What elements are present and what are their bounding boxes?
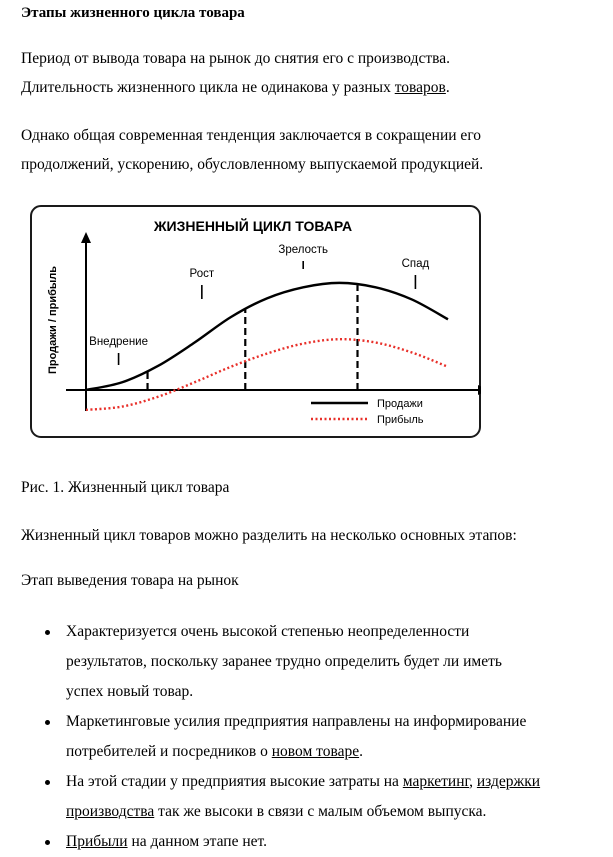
new-product-link[interactable]: новом товаре xyxy=(271,743,360,760)
trend-line-2: продолжений, ускорению, обусловленному выпускаемой продукцией. xyxy=(21,156,484,173)
lifecycle-chart xyxy=(30,205,481,438)
list-item xyxy=(21,617,606,707)
bullet-icon xyxy=(45,780,50,785)
list-item xyxy=(21,767,606,827)
intro-paragraph xyxy=(21,44,450,102)
bullet-2-line-2 xyxy=(66,737,606,767)
bullet-4-text: на данном этапе нет. xyxy=(127,833,267,850)
y-axis-arrow-icon xyxy=(81,232,91,243)
bullet-1-line-2: результатов, поскольку заранее трудно определить будет ли иметь xyxy=(66,653,502,670)
bullet-icon xyxy=(45,840,50,845)
bullet-2-end: . xyxy=(359,743,363,760)
stage-label-growth: Рост xyxy=(189,268,215,280)
marketing-link[interactable]: маркетинг xyxy=(402,773,470,790)
goods-link[interactable]: товаров xyxy=(394,79,446,96)
legend-profit-label: Прибыль xyxy=(377,414,424,426)
y-axis-label: Продажи / прибыль xyxy=(47,265,59,375)
costs-link[interactable]: издержки xyxy=(476,773,541,790)
production-link[interactable]: производства xyxy=(66,803,155,820)
figure-caption: Рис. 1. Жизненный цикл товара xyxy=(21,479,230,496)
bullet-1-line-1: Характеризуется очень высокой степенью неопределенности xyxy=(66,623,470,640)
stage-label-maturity: Зрелость xyxy=(278,244,329,256)
list-item xyxy=(21,707,606,767)
stages-intro: Жизненный цикл товаров можно разделить на несколько основных этапов: xyxy=(21,527,517,544)
stage-heading: Этап выведения товара на рынок xyxy=(21,572,239,589)
intro-line-2-end: . xyxy=(445,79,450,96)
bullet-2-text: потребителей и посредников о xyxy=(66,743,272,760)
bullet-icon xyxy=(45,630,50,635)
x-axis-arrow-icon xyxy=(478,385,481,395)
profit-link[interactable]: Прибыли xyxy=(66,833,128,850)
lifecycle-figure xyxy=(30,205,481,438)
page-title: Этапы жизненного цикла товара xyxy=(21,5,245,21)
bullet-4-line-1 xyxy=(66,827,606,857)
legend-sales-label: Продажи xyxy=(377,398,423,410)
chart-title: ЖИЗНЕННЫЙ ЦИКЛ ТОВАРА xyxy=(153,218,353,234)
bullet-icon xyxy=(45,720,50,725)
bullet-3-line-2 xyxy=(66,797,606,827)
bullet-3-text: На этой стадии у предприятия высокие затраты на xyxy=(66,773,403,790)
intro-line-1: Период от вывода товара на рынок до снятия его с производства. xyxy=(21,50,451,67)
bullet-3-line-1 xyxy=(66,767,606,797)
bullet-3-comma: , xyxy=(469,773,477,790)
bullet-3-end: так же высоки в связи с малым объемом выпуска. xyxy=(154,803,487,820)
stage-label-decline: Спад xyxy=(401,258,430,270)
stage-features-list xyxy=(21,617,606,857)
stage-label-introduction: Внедрение xyxy=(89,336,149,348)
trend-line-1: Однако общая современная тенденция заключается в сокращении его xyxy=(21,127,482,144)
list-item xyxy=(21,827,606,857)
bullet-1-line-3: успех новый товар. xyxy=(66,683,194,700)
trend-paragraph xyxy=(21,121,483,179)
bullet-2-line-1: Маркетинговые усилия предприятия направлены на информирование xyxy=(66,713,527,730)
intro-line-2-text: Длительность жизненного цикла не одинакова у разных xyxy=(21,79,395,96)
